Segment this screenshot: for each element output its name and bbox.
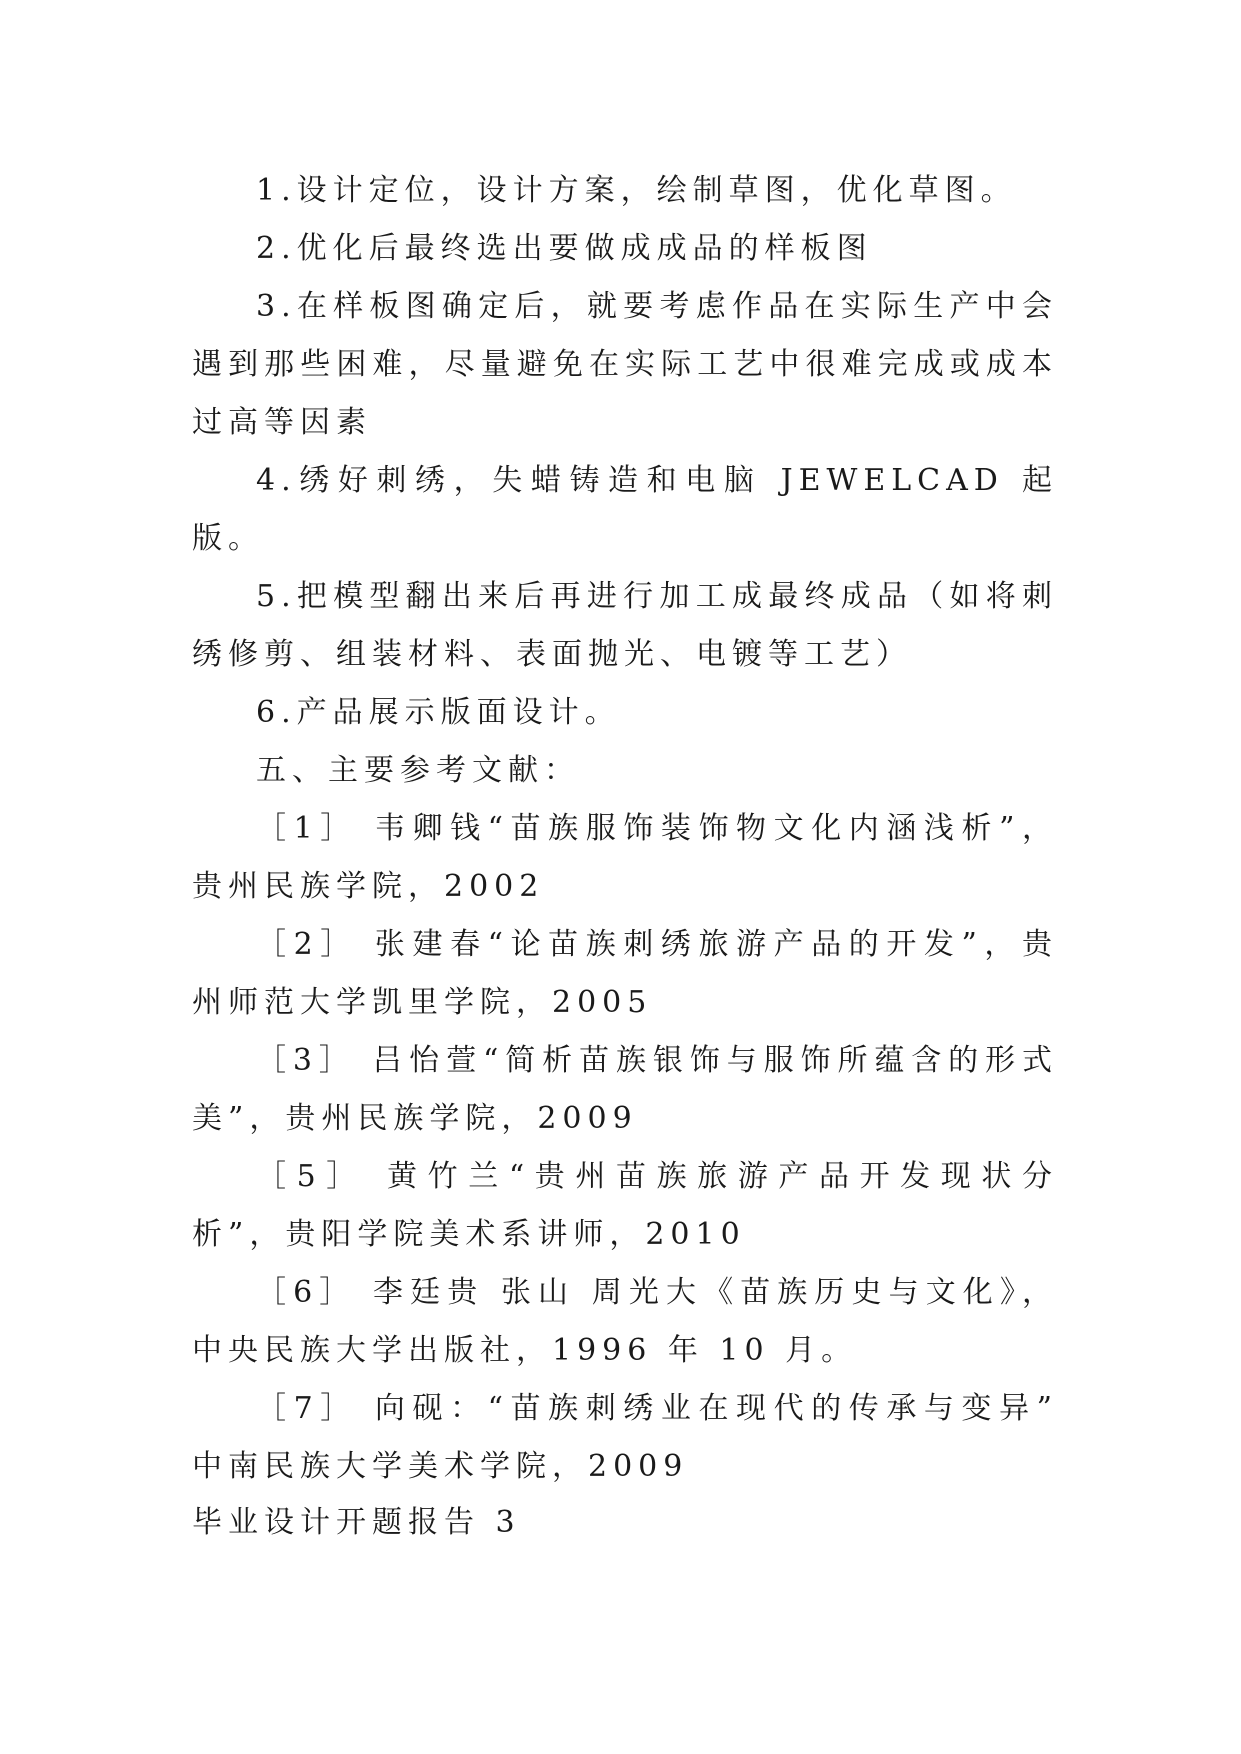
reference-item: ［1］ 韦卿钱“苗族服饰装饰物文化内涵浅析”， 贵州民族学院，2002 [192, 811, 1058, 904]
step-5: 5.把模型翻出来后再进行加工成最终成品（如将刺绣修剪、组装材料、表面抛光、电镀等工艺） [192, 579, 1058, 672]
reference-item: ［5］ 黄竹兰“贵州苗族旅游产品开发现状分析”，贵阳学院美术系讲师，2010 [192, 1159, 1058, 1252]
document-body [192, 162, 1058, 1496]
step-4: 4.绣好刺绣，失蜡铸造和电脑 JEWELCAD 起版。 [192, 463, 1058, 556]
step-2: 2.优化后最终选出要做成成品的样板图 [256, 231, 873, 266]
reference-item: ［6］ 李廷贵 张山 周光大《苗族历史与文化》，中央民族大学出版社，1996 年 10 月。 [192, 1275, 1058, 1368]
reference-item: ［3］ 吕怡萱“简析苗族银饰与服饰所蕴含的形式美”，贵州民族学院，2009 [192, 1043, 1058, 1136]
step-6: 6.产品展示版面设计。 [256, 695, 621, 730]
reference-item: ［7］ 向砚：“苗族刺绣业在现代的传承与变异” 中南民族大学美术学院，2009 [192, 1391, 1058, 1484]
step-3: 3.在样板图确定后，就要考虑作品在实际生产中会遇到那些困难，尽量避免在实际工艺中很难完成或成本过高等因素 [192, 289, 1058, 440]
reference-item: ［2］ 张建春“论苗族刺绣旅游产品的开发”，贵州师范大学凯里学院，2005 [192, 927, 1058, 1020]
step-1: 1.设计定位，设计方案，绘制草图，优化草图。 [256, 173, 1017, 208]
references-heading: 五、主要参考文献： [256, 753, 580, 788]
section-title: 毕业设计开题报告 3 [192, 1505, 521, 1540]
